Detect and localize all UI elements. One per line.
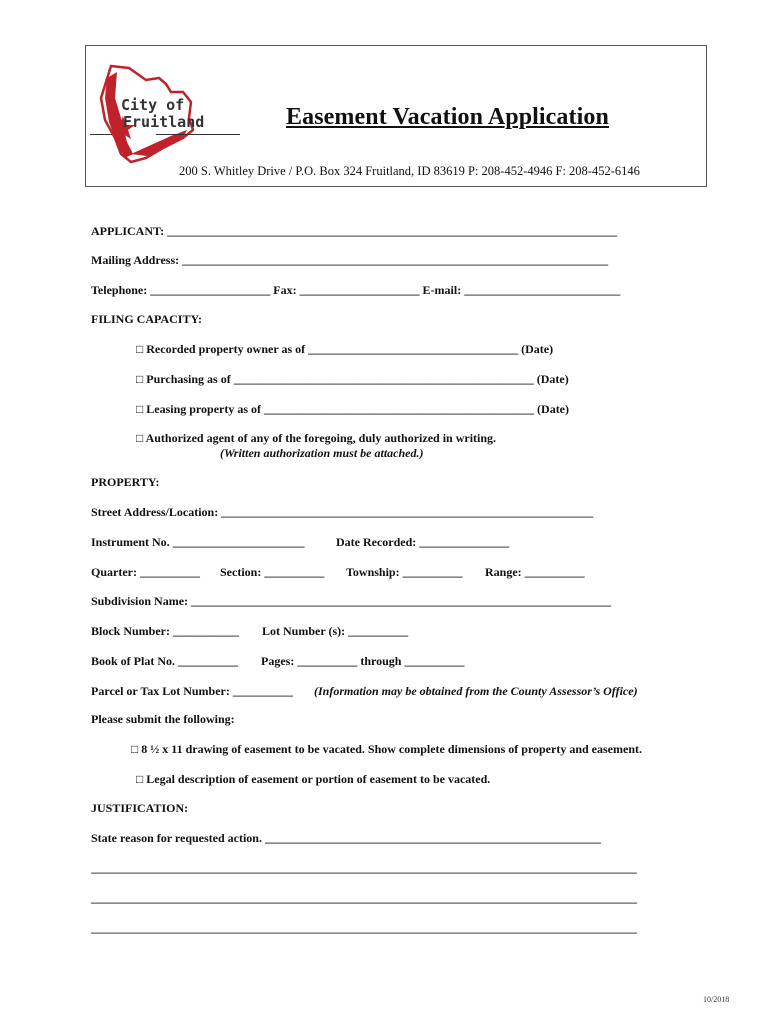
submit-drawing-checkbox[interactable]: □ 8 ½ x 11 drawing of easement to be vacated. Show complete dimensions of property and easement. xyxy=(131,742,642,756)
logo-rule-right xyxy=(156,134,240,135)
reason-line[interactable]: ___________________________________________________________________________________________ xyxy=(91,861,637,875)
logo-city-of: City of xyxy=(121,96,185,114)
revision-date: 10/2018 xyxy=(703,995,730,1004)
parcel-number-field[interactable]: Parcel or Tax Lot Number: __________ xyxy=(91,684,293,698)
logo-fruitland: Fruitland xyxy=(123,113,205,131)
quarter-field[interactable]: Quarter: __________ xyxy=(91,565,200,579)
reason-line[interactable]: ___________________________________________________________________________________________ xyxy=(91,921,637,935)
pages-field[interactable]: Pages: __________ through __________ xyxy=(261,654,465,668)
range-field[interactable]: Range: __________ xyxy=(485,565,585,579)
contact-address: 200 S. Whitley Drive / P.O. Box 324 Fruitland, ID 83619 P: 208-452-4946 F: 208-452-6146 xyxy=(179,164,640,178)
submit-heading: Please submit the following: xyxy=(91,712,235,726)
reason-line[interactable]: ___________________________________________________________________________________________ xyxy=(91,891,637,905)
property-heading: PROPERTY: xyxy=(91,475,160,489)
justification-heading: JUSTIFICATION: xyxy=(91,801,189,815)
logo-rule-left xyxy=(90,134,112,135)
street-address-field[interactable]: Street Address/Location: ______________________________________________________________ xyxy=(91,505,594,519)
reason-field[interactable]: State reason for requested action. ________________________________________________________ xyxy=(91,831,601,845)
filing-capacity-heading: FILING CAPACITY: xyxy=(91,312,203,326)
agent-note: (Written authorization must be attached.) xyxy=(220,446,424,460)
header-box xyxy=(85,45,707,187)
option-agent-checkbox[interactable]: □ Authorized agent of any of the foregoing, duly authorized in writing. xyxy=(136,431,497,445)
township-field[interactable]: Township: __________ xyxy=(346,565,463,579)
instrument-no-field[interactable]: Instrument No. ______________________ xyxy=(91,535,305,549)
book-of-plat-field[interactable]: Book of Plat No. __________ xyxy=(91,654,238,668)
contact-fields[interactable]: Telephone: ____________________ Fax: ____________________ E-mail: __________________________ xyxy=(91,283,621,297)
page-title: Easement Vacation Application xyxy=(286,104,609,130)
applicant-field[interactable]: APPLICANT: ___________________________________________________________________________ xyxy=(91,224,618,238)
date-recorded-field[interactable]: Date Recorded: _______________ xyxy=(336,535,510,549)
option-owner-checkbox[interactable]: □ Recorded property owner as of ___________________________________ (Date) xyxy=(136,342,554,356)
section-field[interactable]: Section: __________ xyxy=(220,565,325,579)
option-leasing-checkbox[interactable]: □ Leasing property as of _____________________________________________ (Date) xyxy=(136,402,570,416)
parcel-note: (Information may be obtained from the County Assessor’s Office) xyxy=(314,684,638,698)
subdivision-field[interactable]: Subdivision Name: ______________________________________________________________________ xyxy=(91,594,612,608)
block-number-field[interactable]: Block Number: ___________ xyxy=(91,624,239,638)
option-purchasing-checkbox[interactable]: □ Purchasing as of __________________________________________________ (Date) xyxy=(136,372,569,386)
submit-legal-description-checkbox[interactable]: □ Legal description of easement or portion of easement to be vacated. xyxy=(136,772,491,786)
lot-number-field[interactable]: Lot Number (s): __________ xyxy=(262,624,409,638)
mailing-address-field[interactable]: Mailing Address: _______________________________________________________________________ xyxy=(91,253,609,267)
